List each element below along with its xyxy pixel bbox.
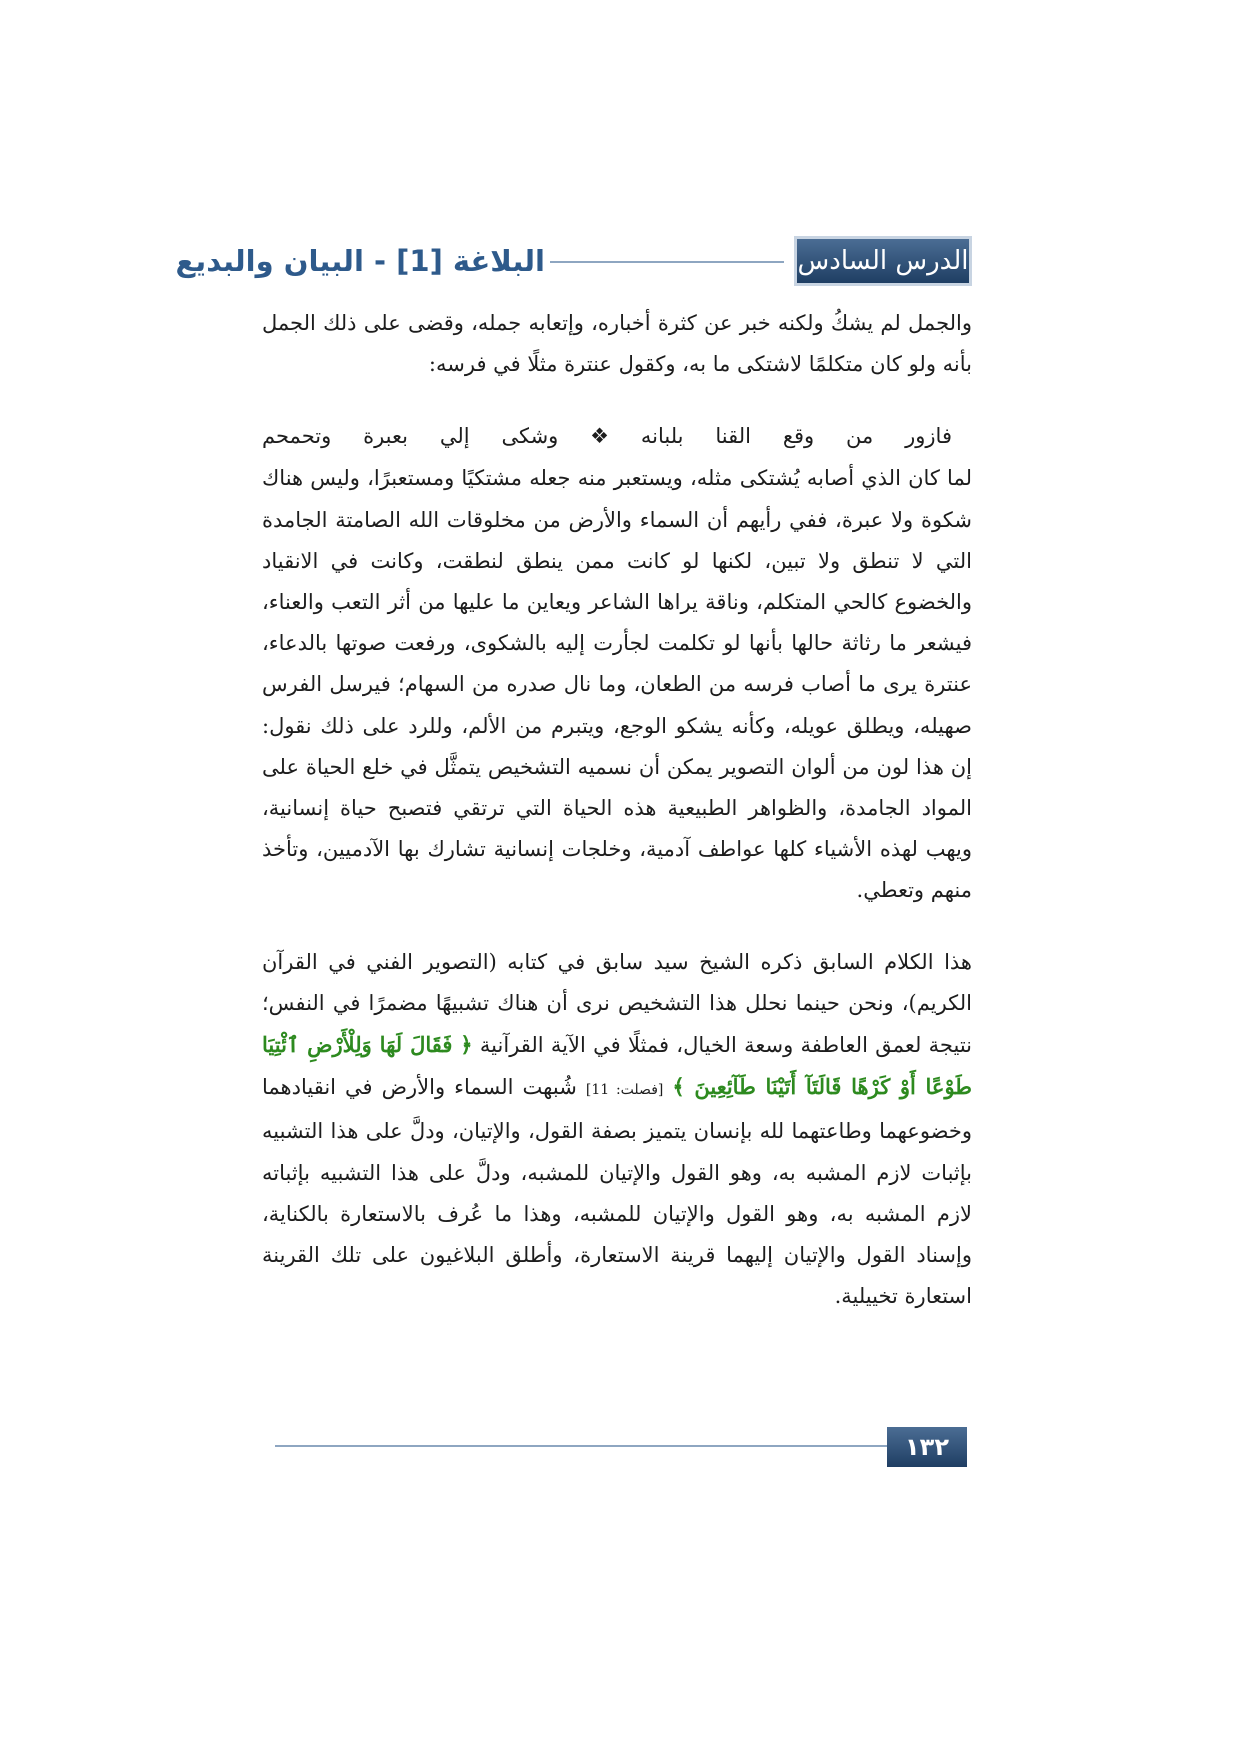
paragraph-1: والجمل لم يشكُ ولكنه خبر عن كثرة أخباره، وإتعابه جمله، وقضى على ذلك الجمل بأنه ولو كان متكلمًا لاشتكى ما به، وكقول عنترة مثلًا في فرسه: (262, 311, 972, 377)
paragraph-spacer (262, 912, 972, 942)
poem-verse (262, 413, 952, 458)
verse-citation: [فصلت: 11] (585, 1082, 664, 1099)
paragraph-3-end: شُبهت السماء والأرض في انقيادهما وخضوعهما وطاعتهما لله بإنسان يتميز بصفة القول، والإتيان، ودلَّ على هذا التشبيه بإثبات لازم المشبه به، وهو القول والإتيان للمشبه، ودلَّ على هذا التشبيه بإثباته لازم المشبه به، وهو القول والإتيان للمشبه، وهذا ما عُرف بالاستعارة بالكناية، وإسناد القول والإتيان إليهما قرينة الاستعارة، وأطلق البلاغيون على تلك القرينة استعارة تخييلية. (262, 1075, 972, 1309)
poem-word: وتحمحم (262, 423, 332, 448)
poem-word: بلبانه (640, 423, 684, 448)
page-header (175, 236, 972, 286)
footer-divider (275, 1445, 887, 1447)
lesson-label: الدرس السادس (794, 236, 972, 286)
poem-word: من (846, 423, 874, 448)
verse-separator-icon: ❖ (590, 423, 609, 448)
poem-word: إلي (439, 423, 470, 448)
poem-word: فازور (905, 423, 952, 448)
poem-word: القنا (715, 423, 751, 448)
paragraph-2: لما كان الذي أصابه يُشتكى مثله، ويستعبر منه جعله مشتكيًا ومستعبرًا، وليس هناك شكوة ولا عبرة، ففي رأيهم أن السماء والأرض من مخلوقات الله الصامتة الجامدة التي لا تنطق ولا تبين، لكنها لو كانت ممن ينطق لنطقت، وكانت في الانقياد والخضوع كالحي المتكلم، وناقة يراها الشاعر ويعاين ما عليها من أثر التعب والعناء، فيشعر ما رثاثة حالها بأنها لو تكلمت لجأرت إليه بالشكوى، ورفعت صوتها بالدعاء، عنترة يرى ما أصاب فرسه من الطعان، وما نال صدره من السهام؛ فيرسل الفرس صهيله، ويطلق عويله، وكأنه يشكو الوجع، ويتبرم من الألم، وللرد على ذلك نقول: إن هذا لون من ألوان التصوير يمكن أن نسميه التشخيص يتمثَّل في خلع الحياة على المواد الجامدة، والظواهر الطبيعية هذه الحياة التي ترتقي فتصبح حياة إنسانية، ويهب لهذه الأشياء كلها عواطف آدمية، وخلجات إنسانية تشارك بها الآدميين، وتأخذ منهم وتعطي. (262, 466, 972, 903)
header-divider (550, 261, 784, 263)
page-number: ١٣٢ (887, 1427, 967, 1467)
poem-word: وشكى (501, 423, 559, 448)
page-body (262, 303, 972, 1317)
quran-verse: ﴿ فَقَالَ لَهَا وَلِلْأَرْضِ ٱئْتِيَا طَوْعًا أَوْ كَرْهًا قَالَتَآ أَتَيْنَا طَآئِعِينَ ﴾ (262, 1032, 973, 1100)
paragraph-3 (262, 942, 972, 1318)
paragraph-3-start: هذا الكلام السابق ذكره الشيخ سيد سابق في كتابه (التصوير الفني في القرآن الكريم)، ونحن حينما نحلل هذا التشخيص نرى أن هناك تشبيهًا مضمرًا في النفس؛ نتيجة لعمق العاطفة وسعة الخيال، فمثلًا في الآية القرآنية (262, 949, 972, 1058)
poem-word: وقع (782, 423, 815, 448)
poem-word: بعبرة (363, 423, 408, 448)
book-title: البلاغة [1] - البيان والبديع (175, 244, 545, 278)
